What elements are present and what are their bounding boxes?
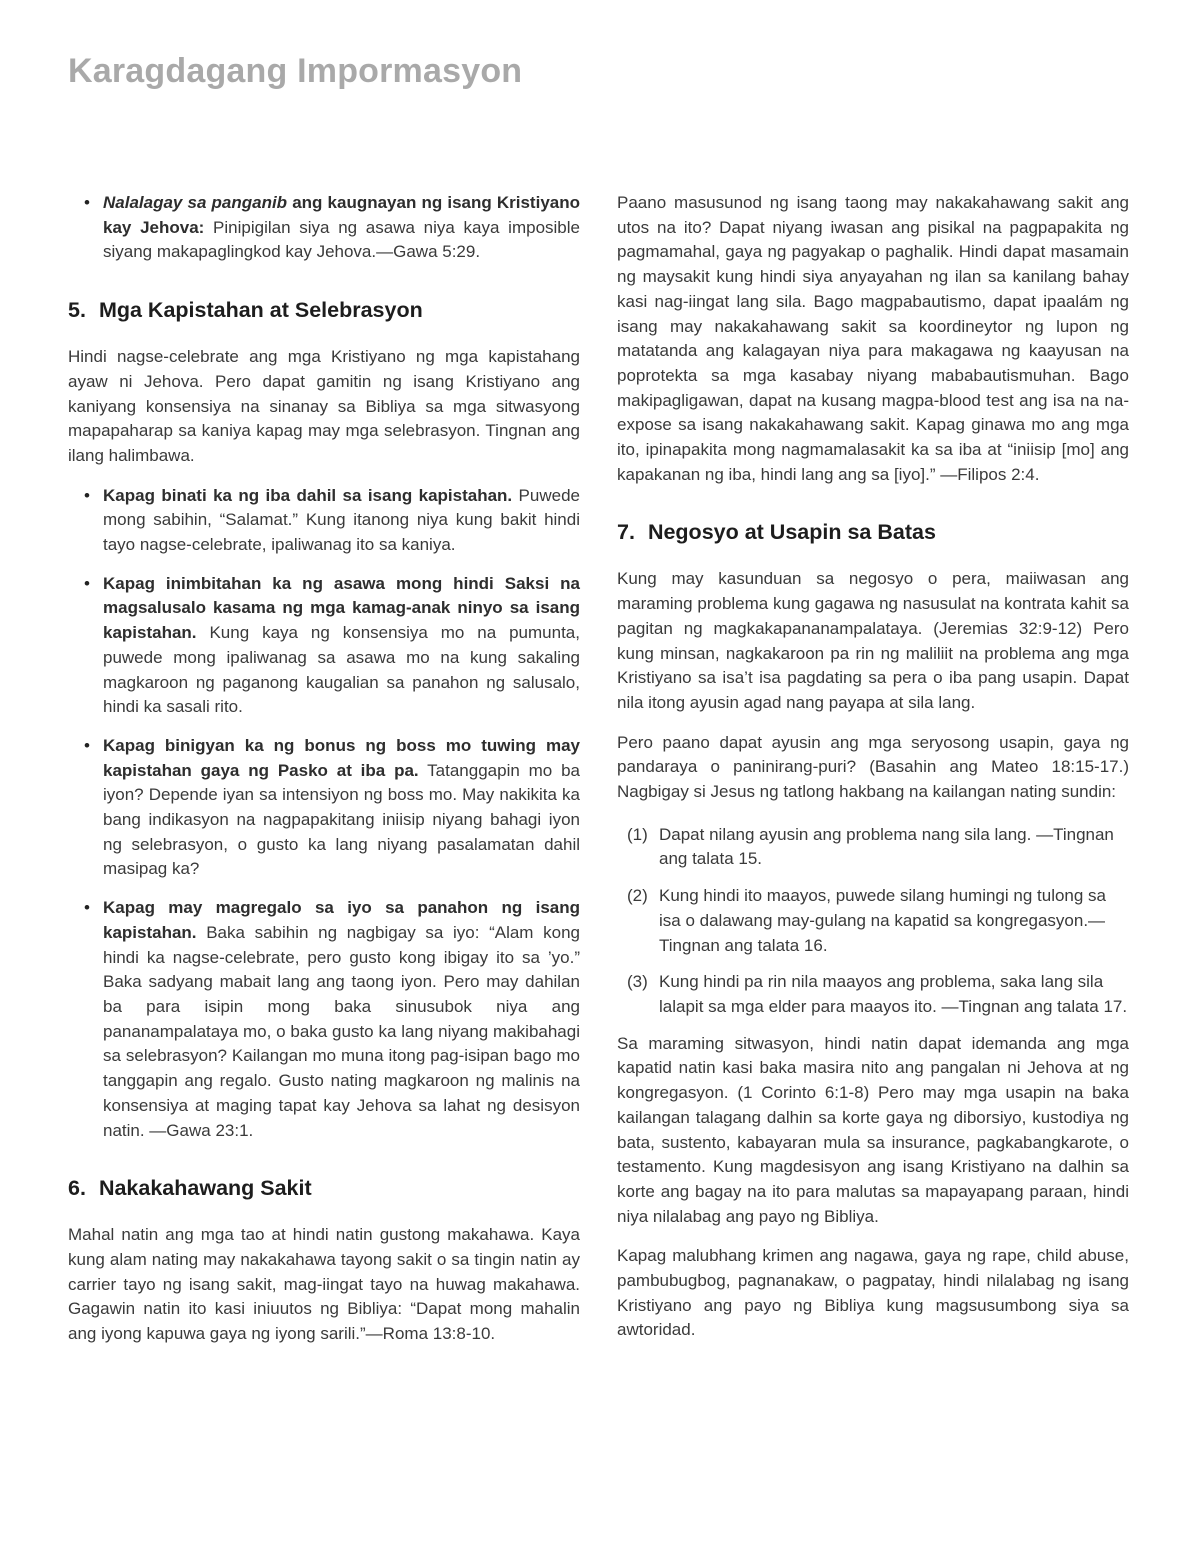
paragraph: Mahal natin ang mga tao at hindi natin gustong makahawa. Kaya kung alam nating may nakakahawa tayong sakit o sa tingin natin ay carrier tayo ng isang sakit, mag-iingat tayo na huwag makahawa. Gagawin natin ito kasi iniuutos ng Bibliya: “Dapat mong mahalin ang iyong kapuwa gaya ng iyong sarili.”—Roma 13:8-10.	[68, 1225, 580, 1344]
bullet-lead: ang kaugnayan ng isang Kristiyano kay Jehova:	[103, 193, 580, 237]
bullet-item	[68, 572, 580, 720]
column-right	[617, 191, 1129, 1362]
paragraph: Paano masusunod ng isang taong may nakakahawang sakit ang utos na ito? Dapat niyang iwasan ang pisikal na pagpapakita ng pagmamahal, gaya ng pagyakap o paghalik. Hindi dapat masamain ng maysakit kung hindi siya anyayahan ng ilan sa kanilang bahay kasi nag-iingat lang sila. Bago magpabautismo, dapat ipaalám ng isang may nakakahawang sakit sa koordineytor ng lupon ng matatanda ang kalagayan niya para makagawa ng kaayusan na poprotekta sa mga kasabay niyang mababautismuhan. Bago makipagligawan, dapat na kusang magpa-blood test ang isa na na-expose sa isang nakakahawang sakit. Kapag ginawa mo ang mga ito, ipinapakita mong nagmamalasakit ka sa iba at “iniisip [mo] ang kapakanan ng iba, hindi lang ang sa [iyo].” —Filipos 2:4.	[617, 193, 1129, 484]
bullet-lead-italic: Nalalagay sa panganib	[103, 193, 288, 212]
paragraph: Hindi nagse-celebrate ang mga Kristiyano ng mga kapistahang ayaw ni Jehova. Pero dapat gamitin ng isang Kristiyano ang kaniyang konsensiya na sinanay sa Bibliya sa mga sitwasyong mapapaharap sa kaniya kapag may mga selebrasyon. Tingnan ang ilang halimbawa.	[68, 347, 580, 465]
bullet-item	[68, 896, 580, 1143]
bullet-body: Pinipigilan siya ng asawa niya kaya imposible siyang makapaglingkod kay Jehova.—Gawa 5:29.	[103, 217, 580, 262]
section-title: Nakakahawang Sakit	[98, 1176, 312, 1201]
bullet-lead: Kapag inimbitahan ka ng asawa mong hindi Saksi na magsalusalo kasama ng mga kamag-anak ninyo sa isang kapistahan.	[103, 573, 580, 643]
two-column-layout	[68, 191, 1130, 1362]
paragraph: Kung may kasunduan sa negosyo o pera, maiiwasan ang maraming problema kung gagawa ng nasusulat na kontrata kahit sa pagitan ng magkakapananampalataya. (Jeremias 32:9-12) Pero kung minsan, nagkakaroon pa rin ng maliliit na problema ang mga Kristiyano sa isa’t isa pagdating sa pera o iba pang usapin. Dapat nila itong ayusin agad nang payapa at sila lang.	[617, 569, 1129, 712]
column-left	[68, 191, 580, 1362]
bullet-item	[68, 484, 580, 558]
bullet-lead: Kapag binati ka ng iba dahil sa isang kapistahan.	[103, 485, 513, 505]
bullet-body: Puwede mong sabihin, “Salamat.” Kung itanong niya kung bakit hindi tayo nagse-celebrate, ipaliwanag ito sa kaniya.	[103, 485, 580, 555]
step-text: Kung hindi pa rin nila maayos ang problema, saka lang sila lalapit sa mga elder para maayos ito. —Tingnan ang talata 17.	[659, 972, 1128, 1016]
bullet-item	[68, 191, 580, 265]
numbered-step	[617, 823, 1129, 872]
section-title: Negosyo at Usapin sa Batas	[647, 520, 936, 545]
bullet-lead: Kapag binigyan ka ng bonus ng boss mo tuwing may kapistahan gaya ng Pasko at iba pa.	[103, 735, 580, 780]
section-heading-5	[68, 297, 580, 324]
bullet-body: Tatanggapin mo ba iyon? Depende iyan sa intensiyon ng boss mo. May nakikita ka bang indikasyon na nagpapakitang iniisip niyang bahagi iyon ng selebrasyon, o gusto ka lang niyang pasalamatan dahil masipag ka?	[103, 760, 580, 879]
section-number: 5.	[68, 298, 86, 323]
bullet-item	[68, 734, 580, 882]
section-heading-6	[68, 1175, 580, 1202]
section-heading-7	[617, 519, 1129, 546]
paragraph: Pero paano dapat ayusin ang mga seryosong usapin, gaya ng pandaraya o paninirang-puri? (Basahin ang Mateo 18:15-17.) Nagbigay si Jesus ng tatlong hakbang na kailangan nating sundin:	[617, 732, 1129, 802]
step-text: Kung hindi ito maayos, puwede silang humingi ng tulong sa isa o dalawang may-gulang na kapatid sa kongregasyon.—Tingnan ang talata 16.	[659, 886, 1107, 955]
bullet-body: Baka sabihin ng nagbigay sa iyo: “Alam kong hindi ka nagse-celebrate, pero gusto kong ibigay ito sa ’yo.” Baka sadyang mabait lang ang taong iyon. Pero may dahilan ba para isipin mong baka sinusubok niya ang pananampalataya mo, o baka gusto ka lang niyang makibahagi sa selebrasyon? Kailangan mo muna itong pag-isipan bago mo tanggapin ang regalo. Gusto nating magkaroon ng malinis na konsensiya at maging tapat kay Jehova sa lahat ng desisyon natin. —Gawa 23:1.	[103, 922, 580, 1140]
numbered-step	[617, 884, 1129, 958]
step-text: Dapat nilang ayusin ang problema nang sila lang. —Tingnan ang talata 15.	[659, 824, 1114, 869]
bullet-lead: Kapag may magregalo sa iyo sa panahon ng isang kapistahan.	[103, 898, 580, 942]
numbered-step-list	[617, 823, 1129, 1020]
step-marker: (3)	[627, 972, 648, 992]
page-title: Karagdagang Impormasyon	[68, 52, 523, 90]
bullet-body: Kung kaya ng konsensiya mo na pumunta, puwede mong ipaliwanag sa asawa mo na kung sakaling magkaroon ng paganong kaugalian sa panahon ng salusalo, hindi ka sasali rito.	[103, 623, 580, 717]
section-number: 7.	[617, 520, 635, 545]
step-marker: (2)	[627, 886, 648, 906]
paragraph: Kapag malubhang krimen ang nagawa, gaya ng rape, child abuse, pambubugbog, pagnanakaw, o pagpatay, hindi nilalabag ng isang Kristiyano ang payo ng Bibliya kung magsusumbong siya sa awtoridad.	[617, 1246, 1129, 1340]
paragraph: Sa maraming sitwasyon, hindi natin dapat idemanda ang mga kapatid natin kasi baka masira nito ang pangalan ni Jehova at ng kongregasyon. (1 Corinto 6:1-8) Pero may mga usapin na baka kailangan talagang dalhin sa korte gaya ng diborsiyo, kustodiya ng bata, sustento, kabayaran mula sa insurance, pagkabangkarote, o testamento. Kung magdesisyon ang isang Kristiyano na dalhin sa korte ang bagay na ito para malutas sa mapayapang paraan, hindi niya nilalabag ang payo ng Bibliya.	[617, 1033, 1129, 1226]
numbered-step	[617, 970, 1129, 1019]
section-number: 6.	[68, 1176, 86, 1201]
section-title: Mga Kapistahan at Selebrasyon	[98, 298, 423, 323]
step-marker: (1)	[627, 824, 648, 844]
bullet-list	[68, 484, 580, 1144]
